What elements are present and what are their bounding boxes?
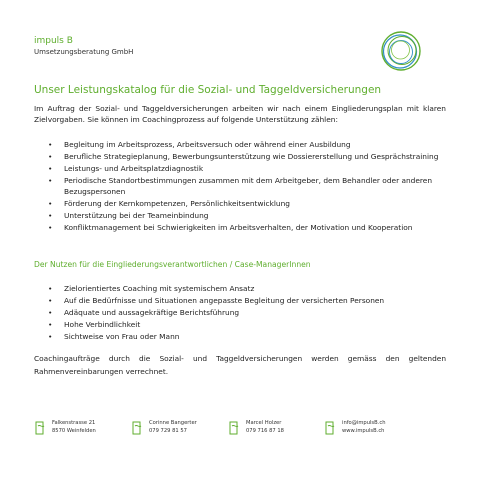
list-item: • Begleitung im Arbeitsprozess, Arbeitsversuch oder während einer Ausbildung	[48, 140, 448, 151]
list-item: • Konfliktmanagement bei Schwierigkeiten im Arbeitsverhalten, der Motivation und Kooperation	[48, 223, 448, 234]
list-item: • Sichtweise von Frau oder Mann	[48, 332, 448, 343]
contact-card-icon	[228, 420, 240, 436]
list-item: • Unterstützung bei der Teameinbindung	[48, 211, 448, 222]
list-item: • Leistungs- und Arbeitsplatzdiagnostik	[48, 164, 448, 175]
footer-email-link[interactable]: info@impulsB.ch	[342, 420, 386, 426]
footer-line: 079 729 81 57	[149, 427, 187, 434]
footer-address	[34, 420, 96, 436]
list-item: • Adäquate und aussagekräftige Berichtsführung	[48, 308, 448, 319]
list-item: • Hohe Verbindlichkeit	[48, 320, 448, 331]
services-list	[48, 140, 448, 235]
brand-block	[34, 36, 133, 57]
contact-card-icon	[34, 420, 46, 436]
list-item: • Auf die Bedürfnisse und Situationen angepasste Begleitung der versicherten Personen	[48, 296, 448, 307]
footer	[0, 420, 480, 440]
closing-paragraph: Coachingaufträge durch die Sozial- und Taggeldversicherungen werden gemäss den geltenden Rahmenvereinbarungen verrechnet.	[34, 354, 446, 376]
brand-subtitle: Umsetzungsberatung GmbH	[34, 48, 134, 56]
footer-contact-bangerter	[131, 420, 197, 436]
footer-line: 8570 Weinfelden	[52, 427, 96, 434]
concentric-circles-logo-icon	[380, 30, 422, 72]
footer-line: Marcel Holzer	[246, 420, 282, 426]
benefits-heading: Der Nutzen für die Eingliederungsverantwortlichen / Case-ManagerInnen	[34, 260, 311, 269]
contact-card-icon	[324, 420, 336, 436]
list-item: • Periodische Standortbestimmungen zusammen mit dem Arbeitgeber, dem Behandler oder anderen Bezugspersonen	[48, 176, 448, 197]
page-title: Unser Leistungskatalog für die Sozial- und Taggeldversicherungen	[34, 84, 382, 96]
footer-line: Falkenstrasse 21	[52, 420, 96, 426]
list-item: • Berufliche Strategieplanung, Bewerbungsunterstützung wie Dossiererstellung und Gesprächstraining	[48, 152, 448, 163]
footer-line: Corinne Bangerter	[149, 420, 197, 426]
brand-name: impuls B	[34, 36, 73, 46]
list-item: • Zielorientiertes Coaching mit systemischem Ansatz	[48, 284, 448, 295]
footer-web	[324, 420, 385, 436]
contact-card-icon	[131, 420, 143, 436]
intro-paragraph: Im Auftrag der Sozial- und Taggeldversicherungen arbeiten wir nach einem Eingliederungsplan mit klaren Zielvorgaben. Sie können im Coachingprozess auf folgende Unterstützung zählen:	[34, 104, 446, 124]
benefits-list	[48, 284, 448, 344]
footer-line: 079 716 87 18	[246, 427, 284, 434]
footer-website-link[interactable]: www.impulsB.ch	[342, 427, 385, 434]
list-item: • Förderung der Kernkompetenzen, Persönlichkeitsentwicklung	[48, 199, 448, 210]
footer-contact-holzer	[228, 420, 284, 436]
